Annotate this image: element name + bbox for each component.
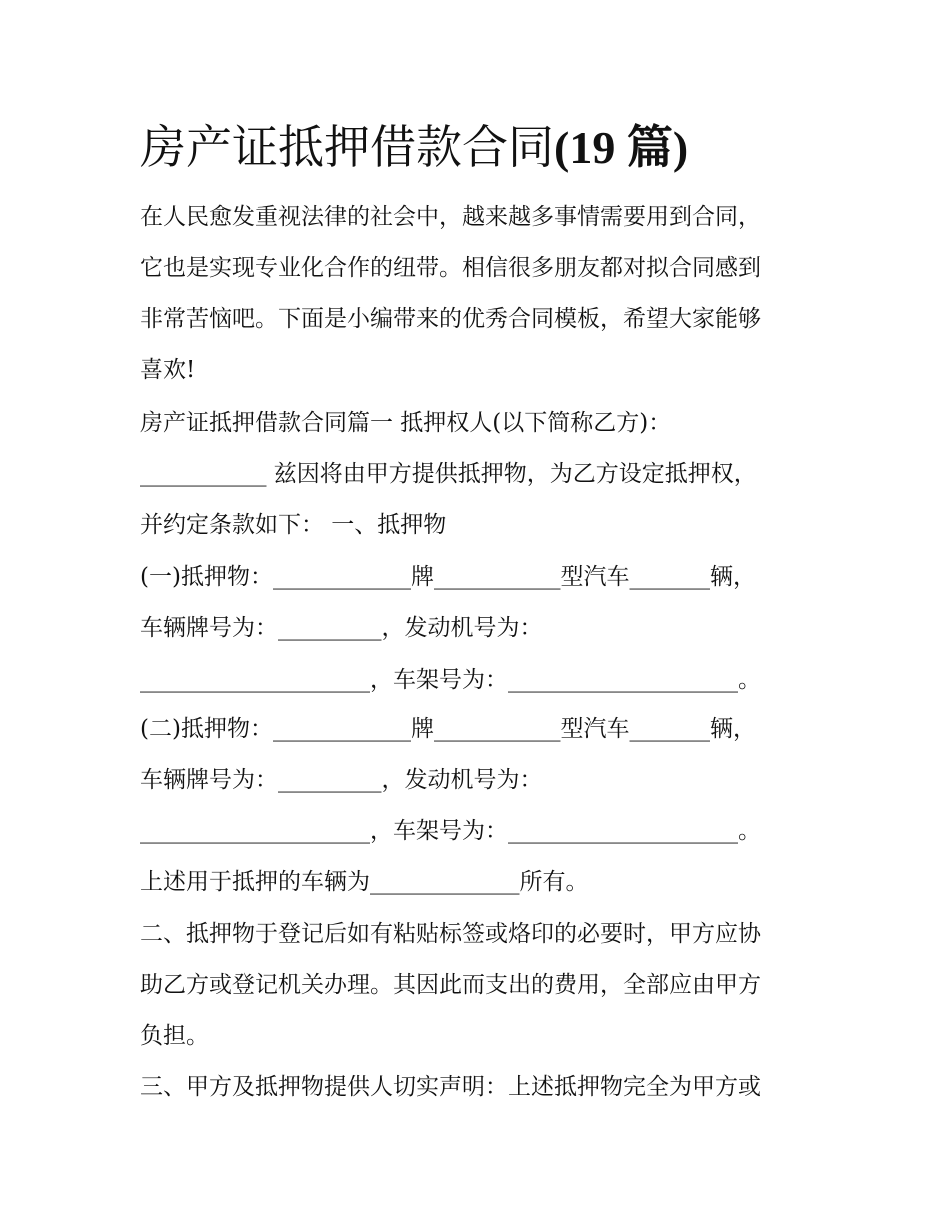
title-text: 房产证抵押借款合同	[140, 120, 554, 174]
title-count: (19 篇)	[554, 122, 689, 173]
paragraph-line: 它也是实现专业化合作的纽带。相信很多朋友都对拟合同感到	[140, 255, 761, 281]
paragraph-line: 车辆牌号为：_________，发动机号为：	[140, 767, 543, 793]
paragraph-line: ____________________，车架号为：____________________。	[140, 667, 761, 693]
paragraph-line: 房产证抵押借款合同篇一 抵押权人(以下简称乙方)：	[140, 410, 672, 436]
paragraph-line: ___________ 兹因将由甲方提供抵押物，为乙方设定抵押权，	[140, 461, 757, 487]
paragraph-line: (二)抵押物：____________牌___________型汽车_______辆，	[140, 716, 756, 742]
paragraph-line: 车辆牌号为：_________，发动机号为：	[140, 615, 543, 641]
paragraph-line: (一)抵押物：____________牌___________型汽车_______辆，	[140, 564, 756, 590]
paragraph-line: 喜欢!	[140, 357, 196, 383]
document-title	[140, 112, 840, 183]
paragraph-line: 上述用于抵押的车辆为_____________所有。	[140, 869, 589, 895]
paragraph-line: 非常苦恼吧。下面是小编带来的优秀合同模板，希望大家能够	[140, 306, 761, 332]
paragraph-line: 助乙方或登记机关办理。其因此而支出的费用，全部应由甲方	[140, 972, 761, 998]
paragraph-line: 负担。	[140, 1023, 209, 1049]
paragraph-line: 三、甲方及抵押物提供人切实声明：上述抵押物完全为甲方或	[140, 1074, 761, 1100]
paragraph-line: 并约定条款如下： 一、抵押物	[140, 512, 447, 538]
paragraph-line: 在人民愈发重视法律的社会中，越来越多事情需要用到合同，	[140, 204, 761, 230]
paragraph-line: 二、抵押物于登记后如有粘贴标签或烙印的必要时，甲方应协	[140, 921, 761, 947]
paragraph-line: ____________________，车架号为：____________________。	[140, 818, 761, 844]
